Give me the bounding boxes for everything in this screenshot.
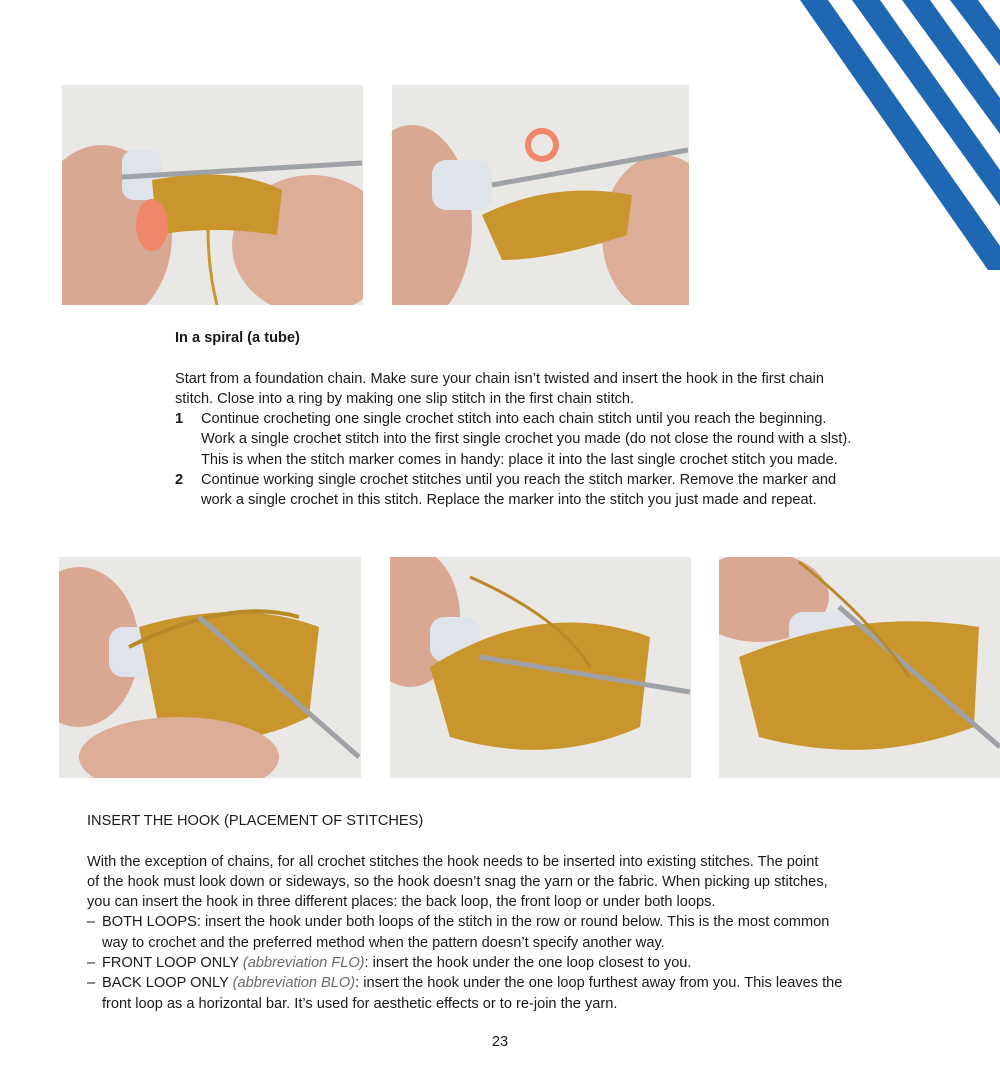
dash-marker: – — [87, 975, 96, 992]
option-label: BACK LOOP ONLY — [102, 975, 229, 992]
photo-both-loops — [59, 557, 361, 778]
option-label: BOTH LOOPS — [102, 914, 197, 931]
step-line: work a single crochet in this stitch. Replace the marker into the stitch you just made and repeat. — [201, 492, 817, 509]
option-text-line-2: way to crochet and the preferred method when the pattern doesn’t specify another way. — [102, 934, 665, 951]
intro-line: you can insert the hook in three different places: the back loop, the front loop or under both loops. — [87, 894, 716, 911]
option-text: : insert the hook under the one loop furthest away from you. This leaves the — [355, 975, 843, 992]
spiral-steps — [175, 409, 965, 510]
step-line: Continue crocheting one single crochet stitch into each chain stitch until you reach the beginning. — [201, 411, 827, 428]
intro-line: With the exception of chains, for all crochet stitches the hook needs to be inserted into existing stitches. The point — [87, 853, 819, 870]
loop-option-both — [87, 912, 977, 953]
photo-back-loop — [719, 557, 1000, 778]
diagonal-stripes-decoration — [790, 0, 1000, 270]
insert-hook-intro — [87, 852, 977, 913]
option-text: : insert the hook under the one loop closest to you. — [364, 955, 692, 972]
loop-option-front — [87, 953, 977, 973]
step-line: This is when the stitch marker comes in handy: place it into the last single crochet stitch you made. — [201, 451, 838, 468]
option-label: FRONT LOOP ONLY — [102, 955, 239, 972]
photo-front-loop — [390, 557, 691, 778]
option-abbreviation: (abbreviation BLO) — [232, 975, 356, 992]
loop-options — [87, 912, 977, 1013]
dash-marker: – — [87, 955, 96, 972]
insert-hook-section — [87, 811, 977, 1014]
spiral-intro-line-1: Start from a foundation chain. Make sure your chain isn’t twisted and insert the hook in the first chain — [175, 370, 824, 387]
step-number: 2 — [175, 472, 184, 489]
step-line: Work a single crochet stitch into the first single crochet you made (do not close the round with a slst). — [201, 431, 852, 448]
step-number: 1 — [175, 411, 184, 428]
spiral-heading: In a spiral (a tube) — [175, 330, 300, 346]
option-abbreviation: (abbreviation FLO) — [242, 955, 365, 972]
spiral-intro-line-2: stitch. Close into a ring by making one slip stitch in the first chain stitch. — [175, 390, 635, 407]
photo-closing-ring — [392, 85, 689, 305]
spiral-step — [175, 409, 965, 470]
loop-option-back — [87, 973, 977, 1014]
option-text-line-2: front loop as a horizontal bar. It’s used for aesthetic effects or to re-join the yarn. — [102, 995, 618, 1012]
option-text: : insert the hook under both loops of the stitch in the row or round below. This is the most common — [196, 914, 830, 931]
page-number: 23 — [491, 1034, 509, 1050]
insert-hook-heading: INSERT THE HOOK (PLACEMENT OF STITCHES) — [87, 813, 424, 829]
intro-line: of the hook must look down or sideways, so the hook doesn’t snag the yarn or the fabric. When picking up stitches, — [87, 873, 828, 890]
spiral-section — [175, 328, 965, 511]
dash-marker: – — [87, 914, 96, 931]
spiral-step — [175, 470, 965, 511]
step-line: Continue working single crochet stitches until you reach the stitch marker. Remove the marker and — [201, 472, 837, 489]
spiral-intro — [175, 369, 965, 410]
photo-hook-in-chain — [62, 85, 363, 305]
